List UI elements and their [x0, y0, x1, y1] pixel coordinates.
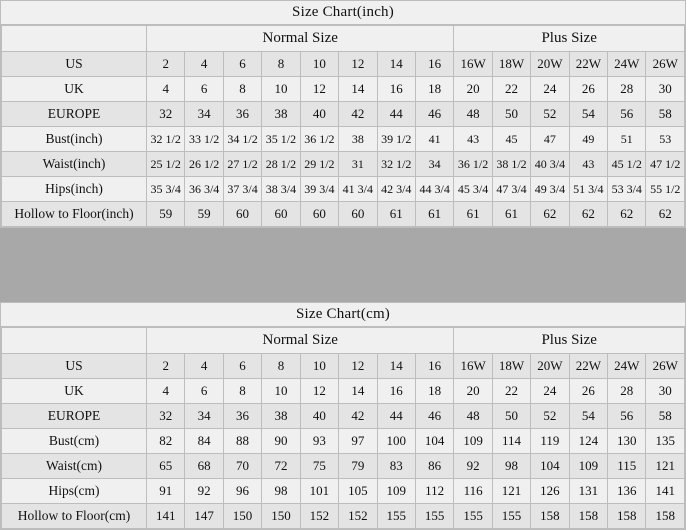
cell: 25 1/2 [147, 152, 185, 177]
cell: 116 [454, 479, 492, 504]
cell: 10 [300, 52, 338, 77]
table-row [2, 202, 685, 227]
cell: 36 [223, 102, 261, 127]
cell: 92 [454, 454, 492, 479]
cell: 6 [223, 354, 261, 379]
group-header-plus: Plus Size [454, 26, 685, 52]
group-header-plus: Plus Size [454, 328, 685, 354]
cell: 39 1/2 [377, 127, 415, 152]
cell: 60 [223, 202, 261, 227]
cell: 22W [569, 354, 607, 379]
cell: 34 1/2 [223, 127, 261, 152]
cell: 101 [300, 479, 338, 504]
row-label: Bust(cm) [2, 429, 147, 454]
cell: 41 [415, 127, 453, 152]
cell: 65 [147, 454, 185, 479]
cell: 97 [339, 429, 377, 454]
cell: 158 [569, 504, 607, 529]
cell: 109 [377, 479, 415, 504]
cell: 37 3/4 [223, 177, 261, 202]
cell: 39 3/4 [300, 177, 338, 202]
row-label: EUROPE [2, 404, 147, 429]
table-row [2, 504, 685, 529]
cell: 91 [147, 479, 185, 504]
cell: 34 [185, 102, 223, 127]
cell: 61 [454, 202, 492, 227]
cell: 34 [185, 404, 223, 429]
cell: 109 [569, 454, 607, 479]
cell: 88 [223, 429, 261, 454]
cell: 59 [147, 202, 185, 227]
cell: 60 [339, 202, 377, 227]
group-header-row [2, 328, 685, 354]
cell: 30 [646, 379, 685, 404]
cell: 16 [415, 354, 453, 379]
cell: 8 [223, 77, 261, 102]
cell: 58 [646, 102, 685, 127]
table-row [2, 404, 685, 429]
cell: 56 [608, 404, 646, 429]
cell: 27 1/2 [223, 152, 261, 177]
cell: 112 [415, 479, 453, 504]
cell: 136 [608, 479, 646, 504]
row-label: Hollow to Floor(cm) [2, 504, 147, 529]
row-label: US [2, 52, 147, 77]
cell: 33 1/2 [185, 127, 223, 152]
cell: 43 [569, 152, 607, 177]
cell: 40 3/4 [531, 152, 569, 177]
cell: 45 [492, 127, 530, 152]
cell: 54 [569, 102, 607, 127]
cell: 150 [262, 504, 300, 529]
cell: 53 3/4 [608, 177, 646, 202]
cell: 26W [646, 52, 685, 77]
size-chart-cm [0, 302, 686, 530]
cell: 26 [569, 77, 607, 102]
cell: 135 [646, 429, 685, 454]
cell: 104 [415, 429, 453, 454]
cell: 14 [339, 77, 377, 102]
table-row [2, 454, 685, 479]
cell: 22 [492, 77, 530, 102]
cell: 48 [454, 102, 492, 127]
row-label: Bust(inch) [2, 127, 147, 152]
cell: 24W [608, 52, 646, 77]
size-table-inch [1, 25, 685, 227]
size-chart-inch [0, 0, 686, 228]
cell: 22 [492, 379, 530, 404]
cell: 32 1/2 [147, 127, 185, 152]
cell: 38 1/2 [492, 152, 530, 177]
cell: 36 1/2 [300, 127, 338, 152]
table-row [2, 429, 685, 454]
cell: 30 [646, 77, 685, 102]
cell: 8 [223, 379, 261, 404]
table-row [2, 127, 685, 152]
cell: 131 [569, 479, 607, 504]
cell: 150 [223, 504, 261, 529]
cell: 35 1/2 [262, 127, 300, 152]
row-label: Hips(cm) [2, 479, 147, 504]
group-header-normal: Normal Size [147, 328, 454, 354]
table-row [2, 379, 685, 404]
cell: 12 [300, 77, 338, 102]
cell: 141 [646, 479, 685, 504]
cell: 16 [377, 379, 415, 404]
cell: 52 [531, 404, 569, 429]
cell: 82 [147, 429, 185, 454]
cell: 62 [569, 202, 607, 227]
cell: 49 [569, 127, 607, 152]
cell: 26 [569, 379, 607, 404]
cell: 32 1/2 [377, 152, 415, 177]
cell: 96 [223, 479, 261, 504]
cell: 152 [300, 504, 338, 529]
cell: 158 [646, 504, 685, 529]
cell: 68 [185, 454, 223, 479]
cell: 8 [262, 52, 300, 77]
cell: 119 [531, 429, 569, 454]
cell: 14 [377, 354, 415, 379]
cell: 158 [531, 504, 569, 529]
cell: 20 [454, 77, 492, 102]
table-row [2, 77, 685, 102]
cell: 38 3/4 [262, 177, 300, 202]
row-label: Hips(inch) [2, 177, 147, 202]
group-header-empty [2, 26, 147, 52]
row-label: UK [2, 379, 147, 404]
cell: 93 [300, 429, 338, 454]
cell: 36 1/2 [454, 152, 492, 177]
cell: 72 [262, 454, 300, 479]
cell: 100 [377, 429, 415, 454]
cell: 44 3/4 [415, 177, 453, 202]
cell: 47 3/4 [492, 177, 530, 202]
cell: 44 [377, 102, 415, 127]
cell: 104 [531, 454, 569, 479]
cell: 84 [185, 429, 223, 454]
cell: 42 3/4 [377, 177, 415, 202]
cell: 16 [415, 52, 453, 77]
cell: 158 [608, 504, 646, 529]
cell: 58 [646, 404, 685, 429]
cell: 42 [339, 404, 377, 429]
cell: 28 [608, 77, 646, 102]
cell: 26W [646, 354, 685, 379]
table-row [2, 102, 685, 127]
cell: 36 [223, 404, 261, 429]
cell: 20 [454, 379, 492, 404]
cell: 60 [262, 202, 300, 227]
cell: 109 [454, 429, 492, 454]
group-header-normal: Normal Size [147, 26, 454, 52]
cell: 130 [608, 429, 646, 454]
chart-title-cm: Size Chart(cm) [1, 303, 685, 327]
cell: 48 [454, 404, 492, 429]
cell: 2 [147, 354, 185, 379]
row-label: Waist(inch) [2, 152, 147, 177]
cell: 38 [339, 127, 377, 152]
cell: 18W [492, 354, 530, 379]
size-table-cm [1, 327, 685, 529]
cell: 4 [147, 379, 185, 404]
cell: 62 [646, 202, 685, 227]
cell: 155 [454, 504, 492, 529]
cell: 90 [262, 429, 300, 454]
cell: 155 [377, 504, 415, 529]
cell: 98 [492, 454, 530, 479]
cell: 10 [262, 77, 300, 102]
cell: 12 [339, 354, 377, 379]
cell: 49 3/4 [531, 177, 569, 202]
cell: 28 [608, 379, 646, 404]
cell: 32 [147, 102, 185, 127]
cell: 83 [377, 454, 415, 479]
cell: 28 1/2 [262, 152, 300, 177]
row-label: Waist(cm) [2, 454, 147, 479]
cell: 10 [300, 354, 338, 379]
cell: 43 [454, 127, 492, 152]
cell: 60 [300, 202, 338, 227]
cell: 54 [569, 404, 607, 429]
group-header-row [2, 26, 685, 52]
cell: 47 [531, 127, 569, 152]
cell: 18W [492, 52, 530, 77]
cell: 44 [377, 404, 415, 429]
cell: 141 [147, 504, 185, 529]
cell: 36 3/4 [185, 177, 223, 202]
group-header-empty [2, 328, 147, 354]
table-row [2, 354, 685, 379]
table-row [2, 152, 685, 177]
cell: 22W [569, 52, 607, 77]
cell: 61 [492, 202, 530, 227]
row-label: US [2, 354, 147, 379]
cell: 38 [262, 102, 300, 127]
cell: 8 [262, 354, 300, 379]
cell: 10 [262, 379, 300, 404]
cell: 61 [415, 202, 453, 227]
cell: 61 [377, 202, 415, 227]
cell: 14 [339, 379, 377, 404]
cell: 29 1/2 [300, 152, 338, 177]
cell: 42 [339, 102, 377, 127]
cell: 45 1/2 [608, 152, 646, 177]
cell: 40 [300, 404, 338, 429]
cell: 51 [608, 127, 646, 152]
cell: 70 [223, 454, 261, 479]
cell: 16W [454, 354, 492, 379]
cell: 32 [147, 404, 185, 429]
cell: 98 [262, 479, 300, 504]
cell: 155 [415, 504, 453, 529]
cell: 114 [492, 429, 530, 454]
row-label: Hollow to Floor(inch) [2, 202, 147, 227]
cell: 124 [569, 429, 607, 454]
cell: 75 [300, 454, 338, 479]
cell: 14 [377, 52, 415, 77]
cell: 12 [300, 379, 338, 404]
cell: 18 [415, 77, 453, 102]
cell: 46 [415, 404, 453, 429]
cell: 12 [339, 52, 377, 77]
cell: 18 [415, 379, 453, 404]
table-row [2, 177, 685, 202]
cell: 126 [531, 479, 569, 504]
cell: 16 [377, 77, 415, 102]
cell: 62 [608, 202, 646, 227]
cell: 45 3/4 [454, 177, 492, 202]
cell: 121 [492, 479, 530, 504]
cell: 38 [262, 404, 300, 429]
cell: 6 [223, 52, 261, 77]
table-row [2, 52, 685, 77]
cell: 31 [339, 152, 377, 177]
cell: 34 [415, 152, 453, 177]
cell: 26 1/2 [185, 152, 223, 177]
cell: 52 [531, 102, 569, 127]
table-row [2, 479, 685, 504]
cell: 6 [185, 379, 223, 404]
cell: 79 [339, 454, 377, 479]
cell: 55 1/2 [646, 177, 685, 202]
cell: 50 [492, 404, 530, 429]
cell: 40 [300, 102, 338, 127]
cell: 53 [646, 127, 685, 152]
cell: 59 [185, 202, 223, 227]
cell: 4 [185, 52, 223, 77]
cell: 121 [646, 454, 685, 479]
cell: 155 [492, 504, 530, 529]
cell: 47 1/2 [646, 152, 685, 177]
cell: 6 [185, 77, 223, 102]
cell: 92 [185, 479, 223, 504]
cell: 41 3/4 [339, 177, 377, 202]
cell: 2 [147, 52, 185, 77]
cell: 152 [339, 504, 377, 529]
cell: 4 [147, 77, 185, 102]
cell: 62 [531, 202, 569, 227]
cell: 50 [492, 102, 530, 127]
cell: 56 [608, 102, 646, 127]
cell: 24 [531, 77, 569, 102]
cell: 115 [608, 454, 646, 479]
row-label: EUROPE [2, 102, 147, 127]
cell: 35 3/4 [147, 177, 185, 202]
cell: 20W [531, 354, 569, 379]
cell: 86 [415, 454, 453, 479]
cell: 46 [415, 102, 453, 127]
cell: 24 [531, 379, 569, 404]
cell: 51 3/4 [569, 177, 607, 202]
cell: 20W [531, 52, 569, 77]
cell: 24W [608, 354, 646, 379]
row-label: UK [2, 77, 147, 102]
chart-title-inch: Size Chart(inch) [1, 1, 685, 25]
cell: 16W [454, 52, 492, 77]
cell: 4 [185, 354, 223, 379]
cell: 147 [185, 504, 223, 529]
cell: 105 [339, 479, 377, 504]
